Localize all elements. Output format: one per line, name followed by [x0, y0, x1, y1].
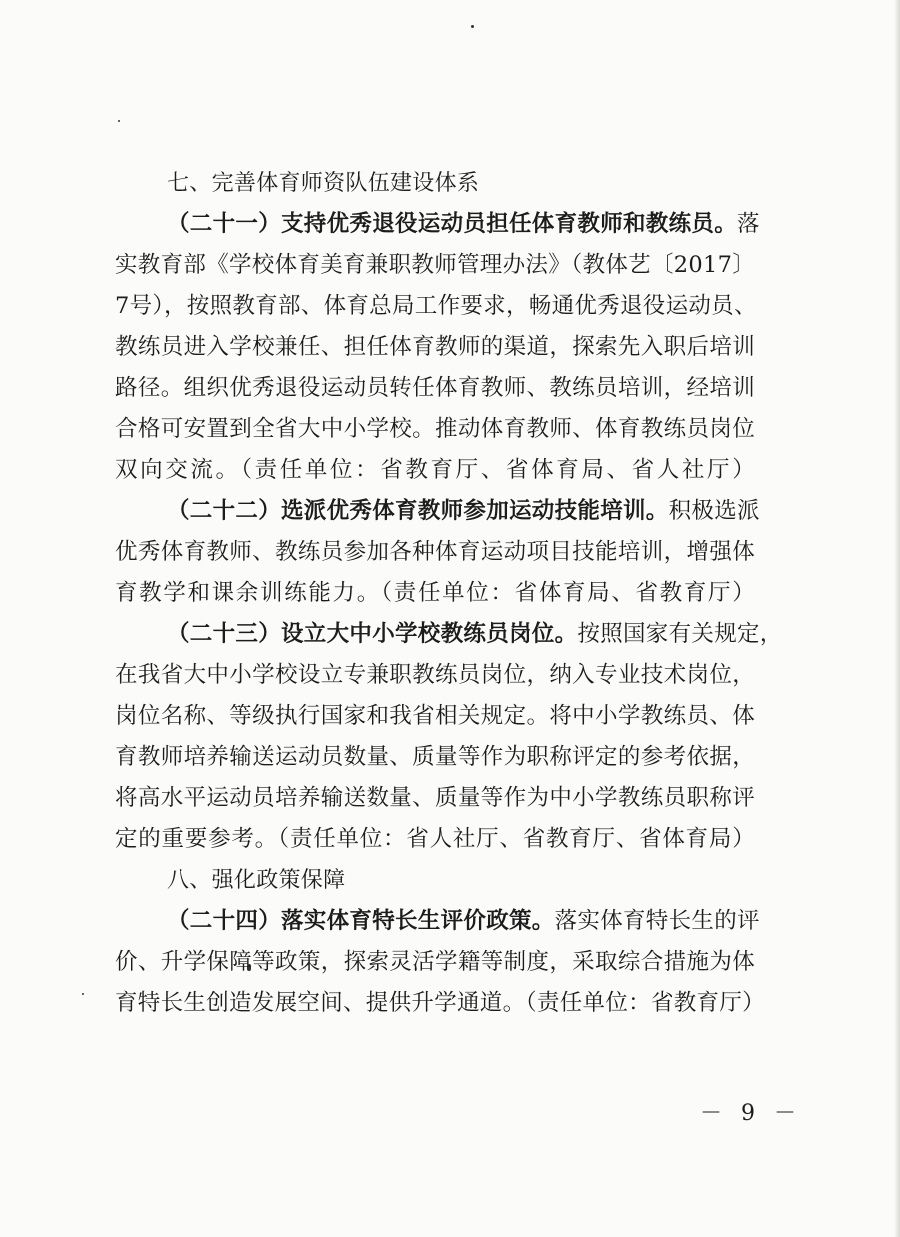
section-heading-8: 八、强化政策保障 — [167, 868, 346, 893]
article-22-title: （二十二）选派优秀体育教师参加运动技能培训。 — [167, 498, 669, 524]
article-24-line: 价、升学保障等政策，探索灵活学籍等制度，采取综合措施为体 — [115, 949, 755, 975]
article-22-line: 优秀体育教师、教练员参加各种体育运动项目技能培训，增强体 — [115, 539, 755, 565]
scan-speck — [118, 120, 120, 122]
article-21-line: 合格可安置到全省大中小学校。推动体育教师、体育教练员岗位 — [115, 416, 755, 442]
article-23-line: 定的重要参考。（责任单位：省人社厅、省教育厅、省体育局） — [115, 826, 755, 852]
article-23-title: （二十三）设立大中小学校教练员岗位。 — [167, 621, 578, 647]
scan-speck — [471, 25, 474, 28]
article-22-first-line — [115, 491, 760, 532]
article-24-title: （二十四）落实体育特长生评价政策。 — [167, 908, 555, 934]
scan-edge-shadow — [894, 0, 900, 1237]
article-21-line: 7号），按照教育部、体育总局工作要求，畅通优秀退役运动员、 — [115, 293, 757, 319]
article-21-line: 路径。组织优秀退役运动员转任体育教师、教练员培训，经培训 — [115, 375, 755, 401]
article-23-line: 岗位名称、等级执行国家和我省相关规定。将中小学教练员、体 — [115, 703, 755, 729]
article-21-line: 双向交流。（责任单位：省教育厅、省体育局、省人社厅） — [115, 457, 755, 483]
article-21-first-line — [115, 204, 760, 245]
article-23-line: 将高水平运动员培养输送数量、质量等作为中小学教练员职称评 — [115, 785, 755, 811]
page-number: － 9 － — [700, 1101, 802, 1126]
article-23-text: 按照国家有关规定， — [577, 621, 783, 647]
article-23-first-line — [115, 614, 783, 655]
article-21-text: 落 — [737, 211, 760, 237]
scan-speck — [82, 993, 84, 995]
article-21-line: 实教育部《学校体育美育兼职教师管理办法》（教体艺〔2017〕 — [115, 252, 756, 278]
article-23-line: 育教师培养输送运动员数量、质量等作为职称评定的参考依据， — [115, 744, 755, 770]
article-24-first-line — [115, 901, 760, 942]
section-heading-7: 七、完善体育师资队伍建设体系 — [167, 171, 480, 196]
document-body — [115, 163, 783, 1024]
article-22-line: 育教学和课余训练能力。（责任单位：省体育局、省教育厅） — [115, 580, 755, 606]
article-23-line: 在我省大中小学校设立专兼职教练员岗位，纳入专业技术岗位， — [115, 662, 755, 688]
article-24-line: 育特长生创造发展空间、提供升学通道。（责任单位：省教育厅） — [115, 990, 765, 1016]
article-21-title: （二十一）支持优秀退役运动员担任体育教师和教练员。 — [167, 211, 738, 237]
article-24-text: 落实体育特长生的评 — [554, 908, 760, 934]
article-22-text: 积极选派 — [668, 498, 760, 524]
article-21-line: 教练员进入学校兼任、担任体育教师的渠道，探索先入职后培训 — [115, 334, 755, 360]
